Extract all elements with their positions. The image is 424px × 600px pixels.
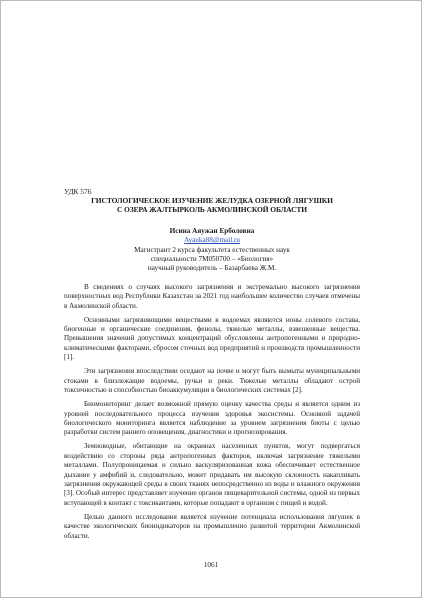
author-affiliation: Магистрант 2 курса факультета естественных наук [134,245,290,254]
paragraph: В сведениях о случаях высокого загрязнения и экстремально высокого загрязнения поверхностных вод Республики Казахстан за 2021 год наибольшее количество случаев отмечены в Акмолинской области. [64,282,360,310]
author-name: Исина Аяужан Ерболовна [169,226,255,235]
paragraph: Биомониторинг делает возможной прямую оценку качества среды и является одним из уровней последовательного процесса изучения здоровья экосистемы. Основной задачей биологического мониторинга является наблюдение за уровнем загрязнения биоты с целью разработки систем раннего оповещения, диагностики и прогнозирования. [64,400,360,437]
udc-code: УДК 576 [64,187,92,196]
article-body [64,283,360,541]
author-supervisor: научный руководитель – Базарбаева Ж.М. [147,264,277,273]
author-specialty: специальности 7М050700 – «Биология» [150,255,274,264]
paragraph: Основными загрязняющими веществами в водоемах являются ионы солевого состава, биогенные и органические соединения, фенолы, тяжелые металлы, взвешенные вещества. Превышения значений допустимых концентраций обусловлены антропогенными и природно-климатическими факторами, сбросом сточных вод предприятий и производств промышленности [1]. [64,315,360,362]
paragraph: Эти загрязнения впоследствии оседают на почве и могут быть вымыты муниципальными стоками в близлежащие водоемы, ручьи и реки. Тяжелые металлы обладают острой токсичностью и способностью биоаккумуляции в биологических системах [2]. [64,367,360,395]
paragraph: Земноводные, обитающие на окраинах населенных пунктов, могут подвергаться воздействию со стороны ряда антропогенных факторов, включая загрязнение тяжелыми металлами. Полупроницаемая и сильно васкуляризованная кожа обеспечивает естественное дыхание у амфибий и, следовательно, может придавать им высокую склонность накапливать загрязнения окружающей среды в своих тканях непосредственно из воды и влажного окружения [3]. Особый интерес представляет изучение органов пищеварительной системы, одной из первых вступающей в контакт с токсикантами, которые попадают в организм с пищей и водой. [64,442,360,507]
article-content [64,187,360,546]
page-number: 1061 [203,561,219,569]
title-line-2: С ОЗЕРА ЖАЛТЫРКОЛЬ АКМОЛИНСКОЙ ОБЛАСТИ [116,205,308,215]
title-line-1: ГИСТОЛОГИЧЕСКОЕ ИЗУЧЕНИЕ ЖЕЛУДКА ОЗЕРНОЙ ЛЯГУШКИ [91,196,333,205]
article-title [64,196,360,215]
paragraph: Целью данного исследования является изучение потенциала использования лягушек в качестве экологических биоиндикаторов на промышленно развитой территории Акмолинской области. [64,512,360,540]
author-email-link[interactable]: Ayauka88@mail.ru [183,236,241,245]
author-block [64,227,360,274]
